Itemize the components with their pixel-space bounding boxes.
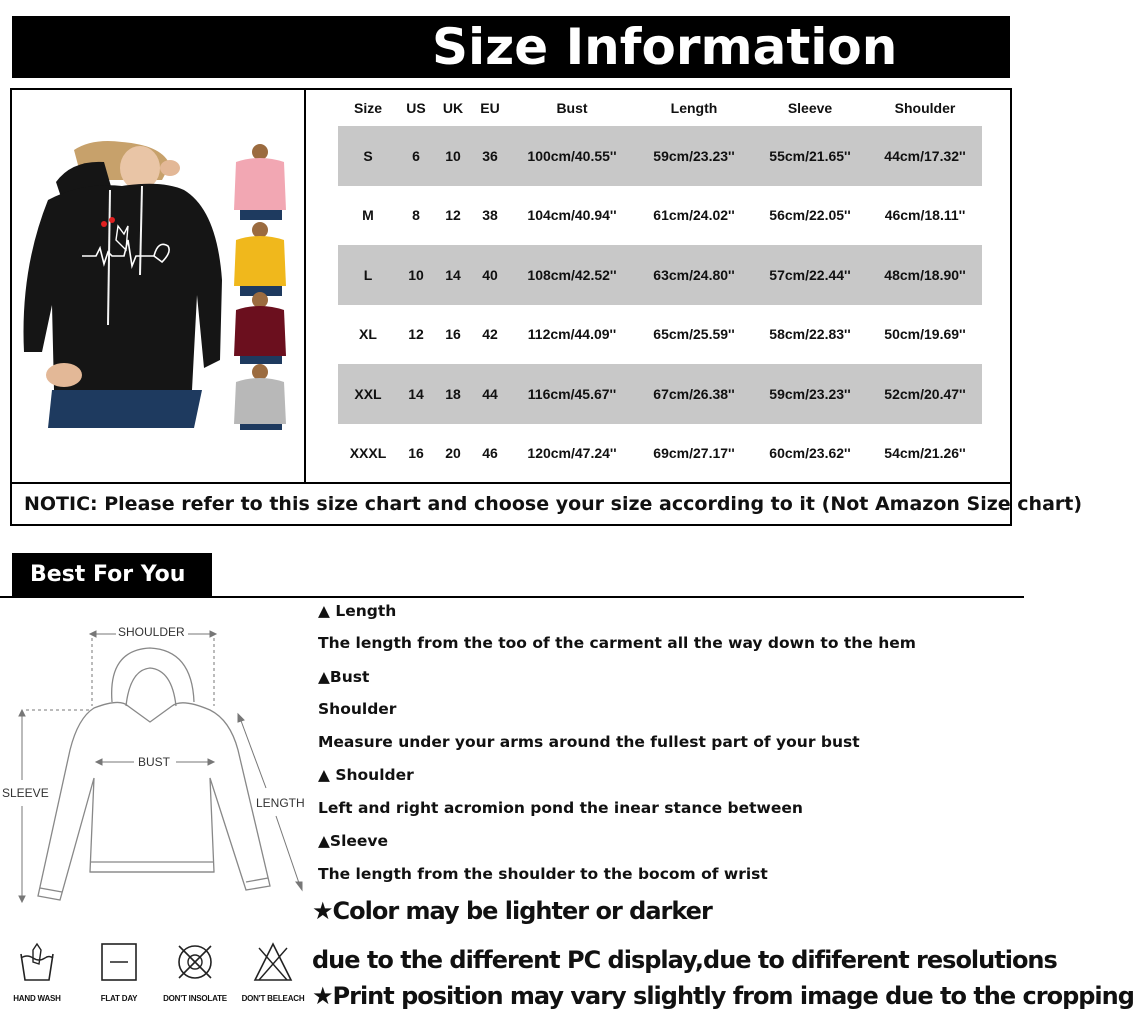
care-label: HAND WASH bbox=[13, 994, 61, 1003]
shoulder-text: Left and right acromion pond the inear stance between bbox=[318, 799, 803, 817]
care-label: FLAT DAY bbox=[100, 994, 138, 1003]
cell-uk: 16 bbox=[434, 305, 472, 365]
shoulder-label: SHOULDER bbox=[118, 625, 185, 639]
cell-length: 65cm/25.59'' bbox=[636, 305, 752, 365]
cell-eu: 40 bbox=[472, 245, 508, 305]
color-note: ★Color may be lighter or darker bbox=[312, 897, 712, 925]
page-title: Size Information bbox=[432, 18, 898, 76]
cell-sleeve: 58cm/22.83'' bbox=[752, 305, 868, 365]
cell-size: M bbox=[338, 186, 398, 246]
cell-size: XXXL bbox=[338, 424, 398, 484]
bust-label: BUST bbox=[138, 755, 171, 769]
cell-us: 12 bbox=[398, 305, 434, 365]
cell-bust: 116cm/45.67'' bbox=[508, 364, 636, 424]
table-row bbox=[338, 245, 982, 305]
table-row bbox=[338, 126, 982, 186]
bust-subtitle: Shoulder bbox=[318, 700, 397, 718]
cell-length: 61cm/24.02'' bbox=[636, 186, 752, 246]
bust-title: ▲Bust bbox=[318, 668, 370, 686]
header-length: Length bbox=[670, 100, 718, 116]
cell-eu: 44 bbox=[472, 364, 508, 424]
cell-eu: 36 bbox=[472, 126, 508, 186]
sleeve-text: The length from the shoulder to the bocom of wrist bbox=[318, 865, 768, 883]
do-not-insolate-icon bbox=[173, 940, 217, 984]
cell-sleeve: 57cm/22.44'' bbox=[752, 245, 868, 305]
cell-bust: 120cm/47.24'' bbox=[508, 424, 636, 484]
care-do-not-insolate bbox=[162, 940, 228, 1003]
cell-bust: 112cm/44.09'' bbox=[508, 305, 636, 365]
cell-length: 63cm/24.80'' bbox=[636, 245, 752, 305]
table-row bbox=[338, 364, 982, 424]
cell-length: 67cm/26.38'' bbox=[636, 364, 752, 424]
header-bar bbox=[12, 16, 1010, 78]
do-not-bleach-icon bbox=[251, 940, 295, 984]
length-title: ▲ Length bbox=[318, 602, 397, 620]
sleeve-title: ▲Sleeve bbox=[318, 832, 389, 850]
print-note: ★Print position may vary slightly from image due to the cropping bbox=[312, 982, 1134, 1010]
cell-sleeve: 55cm/21.65'' bbox=[752, 126, 868, 186]
bust-text: Measure under your arms around the fullest part of your bust bbox=[318, 733, 860, 751]
cell-shoulder: 50cm/19.69'' bbox=[868, 305, 982, 365]
size-table-header bbox=[338, 90, 982, 126]
cell-eu: 38 bbox=[472, 186, 508, 246]
care-label: DON'T BELEACH bbox=[241, 994, 305, 1003]
sleeve-label: SLEEVE bbox=[2, 786, 49, 800]
care-hand-wash bbox=[4, 940, 70, 1003]
table-row bbox=[338, 305, 982, 365]
header-us: US bbox=[406, 100, 426, 116]
section-divider bbox=[0, 596, 1024, 598]
cell-size: XXL bbox=[338, 364, 398, 424]
cell-sleeve: 60cm/23.62'' bbox=[752, 424, 868, 484]
header-eu: EU bbox=[480, 100, 500, 116]
cell-shoulder: 54cm/21.26'' bbox=[868, 424, 982, 484]
cell-eu: 42 bbox=[472, 305, 508, 365]
header-bust: Bust bbox=[556, 100, 588, 116]
cell-us: 6 bbox=[398, 126, 434, 186]
header-shoulder: Shoulder bbox=[894, 100, 956, 116]
header-size: Size bbox=[353, 100, 382, 116]
cell-us: 8 bbox=[398, 186, 434, 246]
cell-uk: 10 bbox=[434, 126, 472, 186]
header-uk: UK bbox=[442, 100, 464, 116]
best-for-you-tab: Best For You bbox=[12, 553, 212, 597]
cell-us: 16 bbox=[398, 424, 434, 484]
header-sleeve: Sleeve bbox=[787, 100, 833, 116]
cell-shoulder: 52cm/20.47'' bbox=[868, 364, 982, 424]
cell-shoulder: 46cm/18.11'' bbox=[868, 186, 982, 246]
hand-wash-icon bbox=[15, 940, 59, 984]
size-notice: NOTIC: Please refer to this size chart and choose your size according to it (Not Amazon Size chart) bbox=[12, 482, 1010, 524]
variant-pink bbox=[234, 144, 286, 220]
measurement-diagram bbox=[0, 610, 310, 910]
size-chart-frame bbox=[10, 88, 1083, 526]
shoulder-title: ▲ Shoulder bbox=[318, 766, 414, 784]
cell-bust: 108cm/42.52'' bbox=[508, 245, 636, 305]
product-photo-panel bbox=[12, 90, 306, 482]
length-text: The length from the too of the carment all the way down to the hem bbox=[318, 634, 916, 652]
table-row bbox=[338, 424, 982, 484]
cell-shoulder: 44cm/17.32'' bbox=[868, 126, 982, 186]
cell-bust: 100cm/40.55'' bbox=[508, 126, 636, 186]
care-label: DON'T INSOLATE bbox=[163, 994, 227, 1003]
flat-dry-icon bbox=[97, 940, 141, 984]
cell-uk: 18 bbox=[434, 364, 472, 424]
cell-uk: 12 bbox=[434, 186, 472, 246]
display-note: due to the different PC display,due to dififerent resolutions bbox=[312, 946, 1057, 974]
cell-shoulder: 48cm/18.90'' bbox=[868, 245, 982, 305]
length-label: LENGTH bbox=[256, 796, 305, 810]
main-hoodie-image bbox=[24, 141, 223, 428]
cell-sleeve: 59cm/23.23'' bbox=[752, 364, 868, 424]
cell-length: 59cm/23.23'' bbox=[636, 126, 752, 186]
cell-us: 14 bbox=[398, 364, 434, 424]
cell-size: XL bbox=[338, 305, 398, 365]
variant-gray bbox=[234, 364, 286, 430]
cell-size: L bbox=[338, 245, 398, 305]
care-flat-dry bbox=[86, 940, 152, 1003]
cell-length: 69cm/27.17'' bbox=[636, 424, 752, 484]
cell-uk: 20 bbox=[434, 424, 472, 484]
variant-burgundy bbox=[234, 292, 286, 364]
cell-sleeve: 56cm/22.05'' bbox=[752, 186, 868, 246]
cell-eu: 46 bbox=[472, 424, 508, 484]
cell-bust: 104cm/40.94'' bbox=[508, 186, 636, 246]
table-row bbox=[338, 186, 982, 246]
product-photos bbox=[12, 90, 306, 482]
care-do-not-bleach bbox=[240, 940, 306, 1003]
cell-size: S bbox=[338, 126, 398, 186]
size-table bbox=[338, 90, 982, 483]
variant-yellow bbox=[234, 222, 286, 296]
cell-us: 10 bbox=[398, 245, 434, 305]
cell-uk: 14 bbox=[434, 245, 472, 305]
